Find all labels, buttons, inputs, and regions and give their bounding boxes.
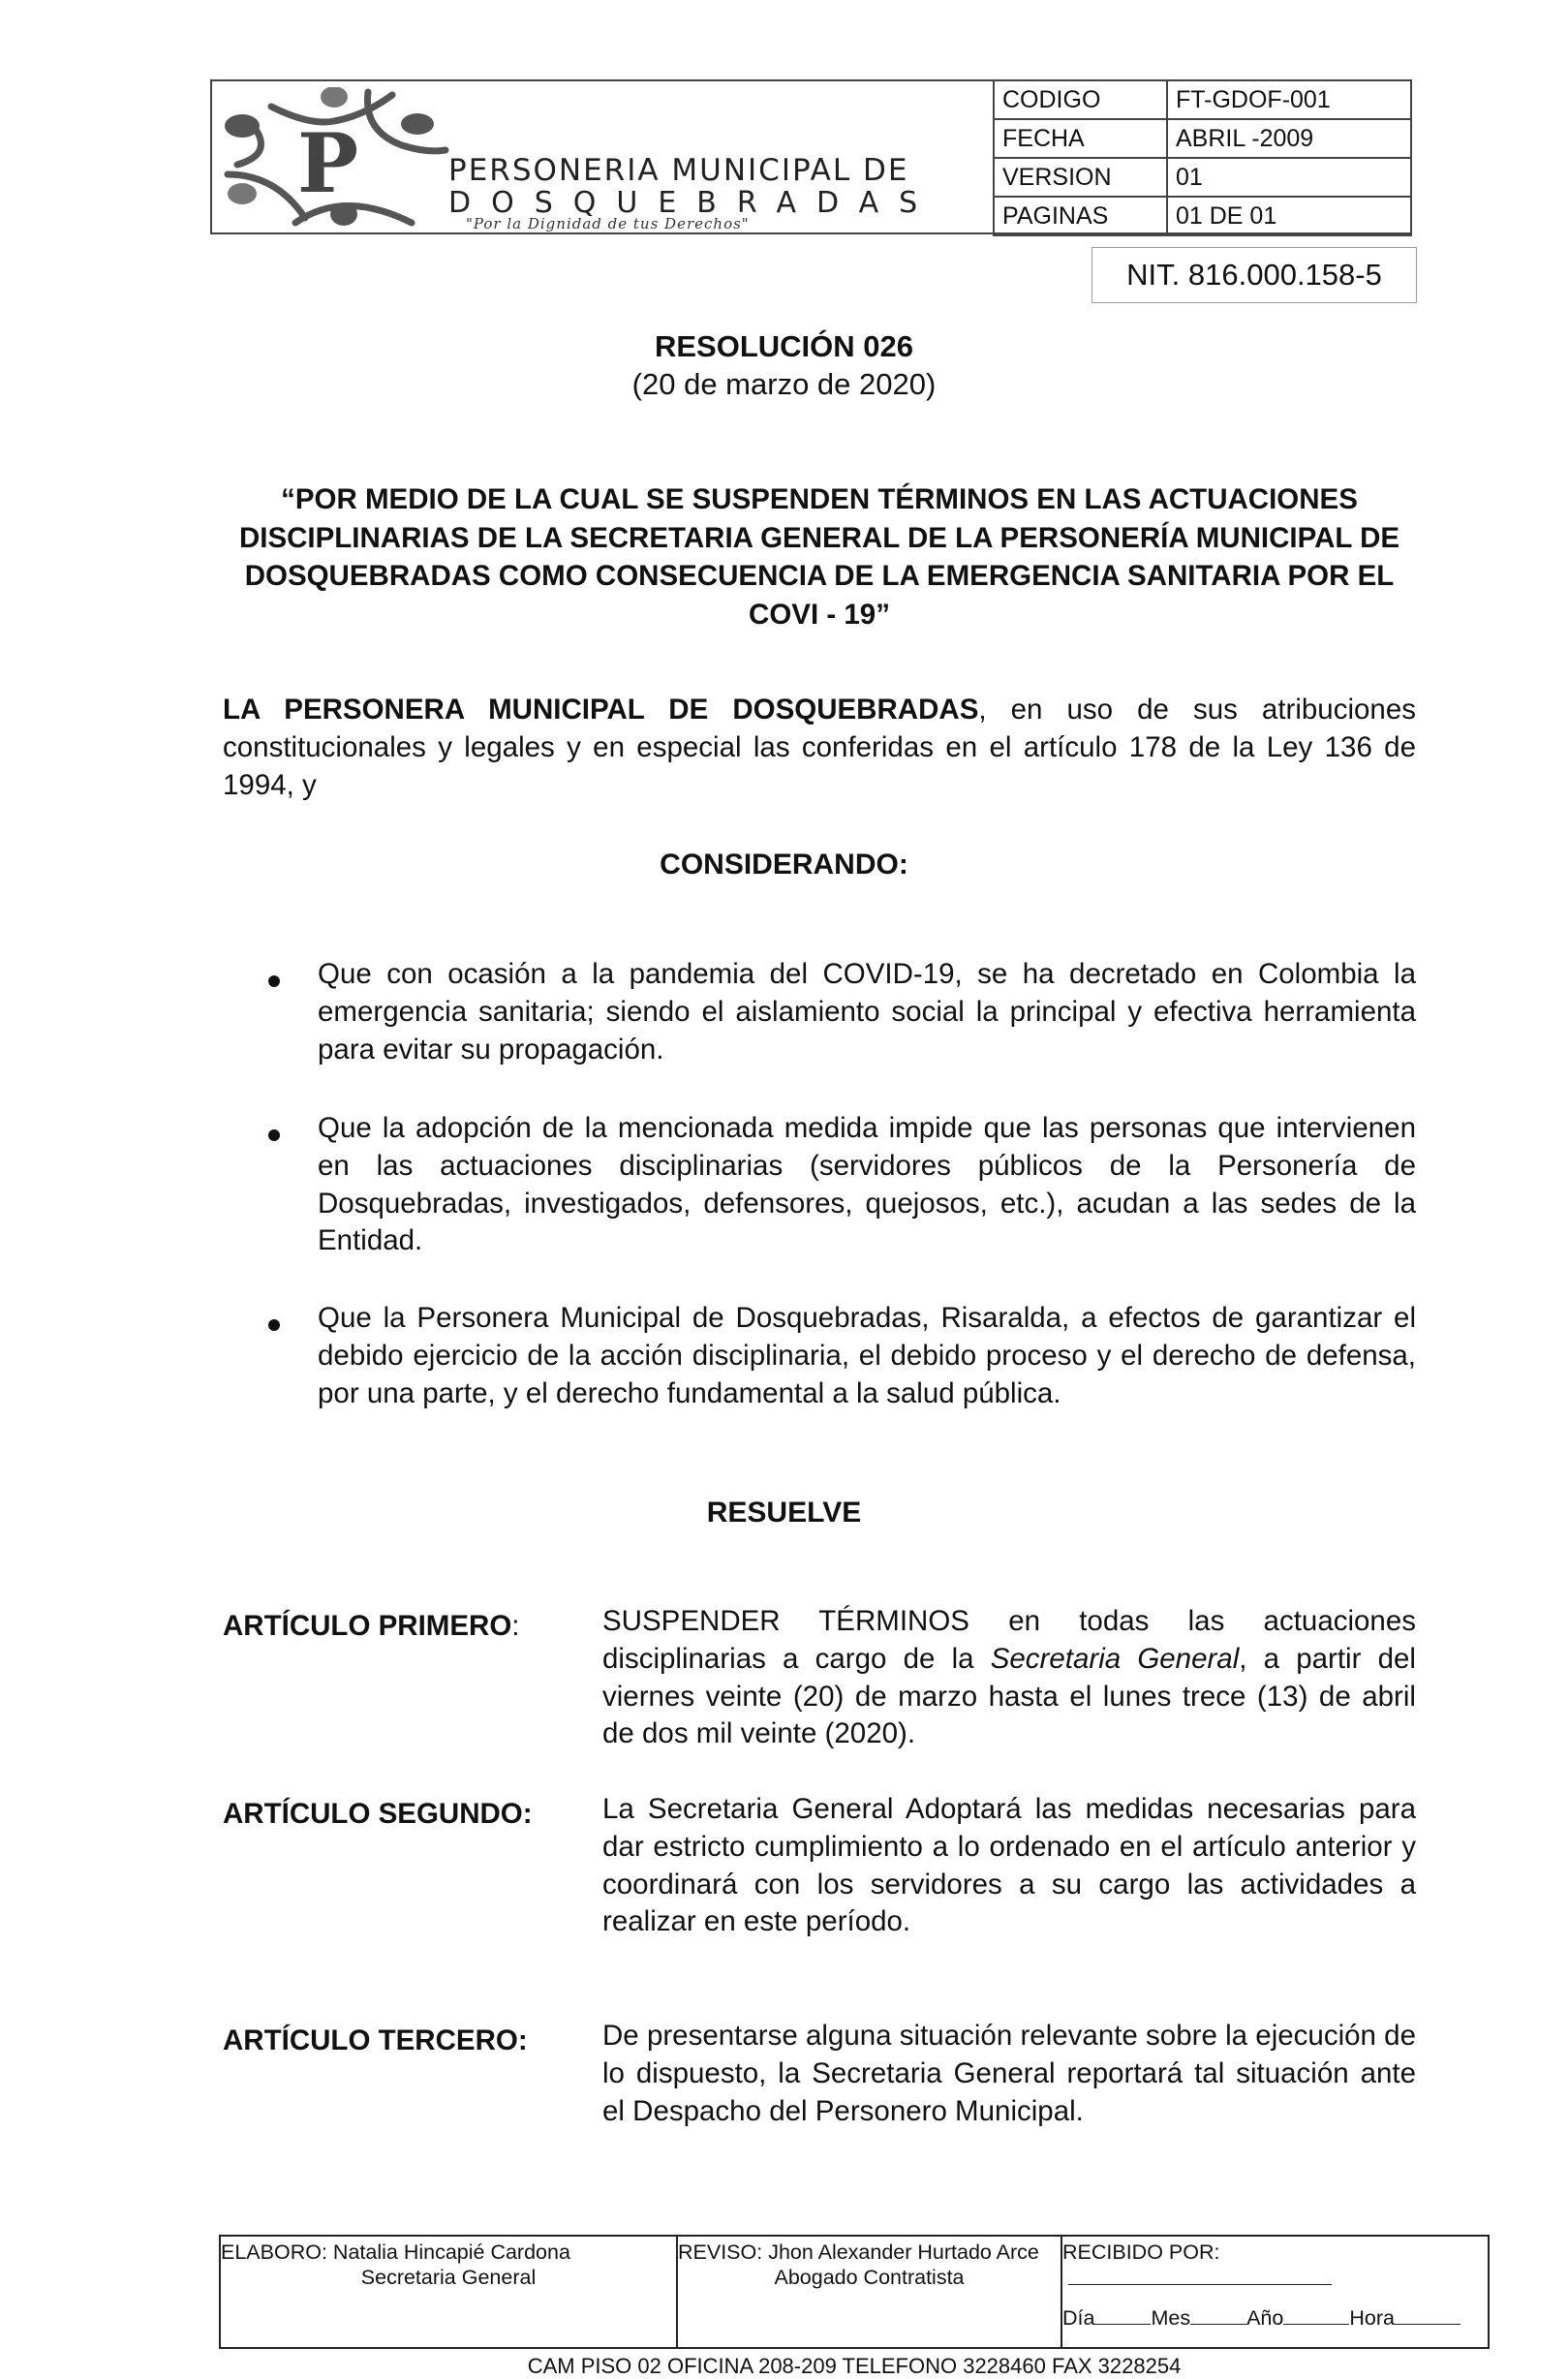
preamble-paragraph bbox=[223, 692, 1416, 804]
bullet-icon bbox=[268, 1129, 280, 1141]
resolution-title: RESOLUCIÓN 026 bbox=[654, 329, 913, 363]
article-text-part: , a partir del viernes veinte (20) de marzo hasta el lunes trece (13) de abril de dos mil veinte (2020). bbox=[602, 1642, 1416, 1750]
document-control-table bbox=[993, 79, 1412, 236]
considerando-heading: CONSIDERANDO: bbox=[660, 849, 908, 881]
resolution-subject: “POR MEDIO DE LA CUAL SE SUSPENDEN TÉRMINOS EN LAS ACTUACIONES DISCIPLINARIAS DE LA SECRETARIA GENERAL DE LA PERSONERÍA MUNICIPAL DE DOSQUEBRADAS COMO CONSECUENCIA DE LA EMERGENCIA SANITARIA POR EL COVI - 19” bbox=[238, 483, 1400, 631]
bullet-icon bbox=[268, 975, 280, 987]
control-value: FT-GDOF-001 bbox=[1167, 80, 1411, 119]
preamble-text: , en uso de sus atribuciones constitucionales y legales y en especial las conferidas en el artículo 178 de la Ley 136 de 1994, y bbox=[223, 694, 1416, 801]
logo-org-line2: DOSQUEBRADAS bbox=[448, 186, 938, 220]
elaboro-name: Natalia Hincapié Cardona bbox=[332, 2240, 570, 2264]
logo-slogan: "Por la Dignidad de tus Derechos" bbox=[466, 215, 750, 232]
control-key: FECHA bbox=[994, 119, 1167, 158]
reviso-role: Abogado Contratista bbox=[774, 2266, 965, 2289]
logo-org-line1: PERSONERIA MUNICIPAL DE bbox=[448, 153, 909, 188]
hora-label: Hora bbox=[1349, 2306, 1395, 2330]
article-label bbox=[223, 1610, 519, 1643]
control-row bbox=[994, 197, 1411, 235]
preamble-bold: LA PERSONERA MUNICIPAL DE DOSQUEBRADAS bbox=[223, 694, 979, 726]
bullet-icon bbox=[268, 1319, 280, 1331]
control-value: 01 bbox=[1167, 158, 1411, 197]
article-label-colon: : bbox=[511, 1610, 520, 1642]
reviso-label: REVISO: bbox=[678, 2240, 763, 2264]
article-label: ARTÍCULO TERCERO: bbox=[223, 2024, 528, 2056]
nit-box: NIT. 816.000.158-5 bbox=[1091, 247, 1417, 303]
signature-footer bbox=[219, 2235, 1490, 2349]
date-fields bbox=[1062, 2304, 1488, 2331]
logo-monogram: P bbox=[297, 115, 359, 211]
elaboro-cell bbox=[221, 2237, 678, 2347]
article-text-part: SUSPENDER TÉRMINOS en todas las actuaciones disciplinarias a cargo de la bbox=[602, 1605, 1416, 1675]
control-value: ABRIL -2009 bbox=[1167, 119, 1411, 158]
reviso-name: Jhon Alexander Hurtado Arce bbox=[768, 2240, 1039, 2264]
article-text bbox=[602, 1603, 1416, 1753]
mes-label: Mes bbox=[1151, 2306, 1191, 2330]
considerando-item: Que la adopción de la mencionada medida impide que las personas que intervienen en las actuaciones disciplinarias (servidores públicos de la Personería de Dosquebradas, investigados, defensores, quejosos, etc.), acudan a las sedes de la Entidad. bbox=[318, 1112, 1416, 1257]
control-key: PAGINAS bbox=[994, 197, 1167, 235]
elaboro-role: Secretaria General bbox=[360, 2266, 537, 2289]
recibido-label: RECIBIDO POR: bbox=[1062, 2240, 1220, 2264]
article-text-italic: Secretaria General bbox=[990, 1642, 1240, 1675]
personeria-emblem-icon bbox=[218, 87, 450, 228]
reviso-cell bbox=[678, 2237, 1062, 2347]
mes-field[interactable] bbox=[1190, 2304, 1246, 2325]
article-label: ARTÍCULO SEGUNDO: bbox=[223, 1798, 533, 1830]
control-row bbox=[994, 158, 1411, 197]
office-address: CAM PISO 02 OFICINA 208-209 TELEFONO 3228460 FAX 3228254 bbox=[527, 2354, 1182, 2378]
recibido-signature-line[interactable] bbox=[1068, 2265, 1332, 2285]
dia-label: Día bbox=[1062, 2306, 1095, 2330]
control-value: 01 DE 01 bbox=[1167, 197, 1411, 235]
article-text: De presentarse alguna situación relevante sobre la ejecución de lo dispuesto, la Secretaria General reportará tal situación ante el Despacho del Personero Municipal. bbox=[602, 2020, 1416, 2127]
personeria-logo bbox=[212, 81, 993, 232]
control-row bbox=[994, 80, 1411, 119]
dia-field[interactable] bbox=[1094, 2304, 1151, 2325]
control-key: VERSION bbox=[994, 158, 1167, 197]
resuelve-heading: RESUELVE bbox=[706, 1497, 862, 1529]
article-text: La Secretaria General Adoptará las medidas necesarias para dar estricto cumplimiento a lo ordenado en el artículo anterior y coordinará con los servidores a su cargo las actividades a realizar en este período. bbox=[602, 1793, 1416, 1938]
considerando-item: Que con ocasión a la pandemia del COVID-19, se ha decretado en Colombia la emergencia sanitaria; siendo el aislamiento social la principal y efectiva herramienta para evitar su propagación. bbox=[318, 958, 1416, 1066]
control-key: CODIGO bbox=[994, 80, 1167, 119]
ano-label: Año bbox=[1246, 2306, 1284, 2330]
article-label-text: ARTÍCULO PRIMERO bbox=[223, 1610, 512, 1642]
resolution-date: (20 de marzo de 2020) bbox=[631, 367, 937, 401]
hora-field[interactable] bbox=[1395, 2304, 1460, 2325]
ano-field[interactable] bbox=[1283, 2304, 1349, 2325]
elaboro-label: ELABORO: bbox=[221, 2240, 327, 2264]
control-row bbox=[994, 119, 1411, 158]
considerando-item: Que la Personera Municipal de Dosquebradas, Risaralda, a efectos de garantizar el debido ejercicio de la acción disciplinaria, el debido proceso y el derecho de defensa, por una parte, y el derecho fundamental a la salud pública. bbox=[318, 1302, 1416, 1409]
recibido-cell bbox=[1062, 2237, 1488, 2347]
